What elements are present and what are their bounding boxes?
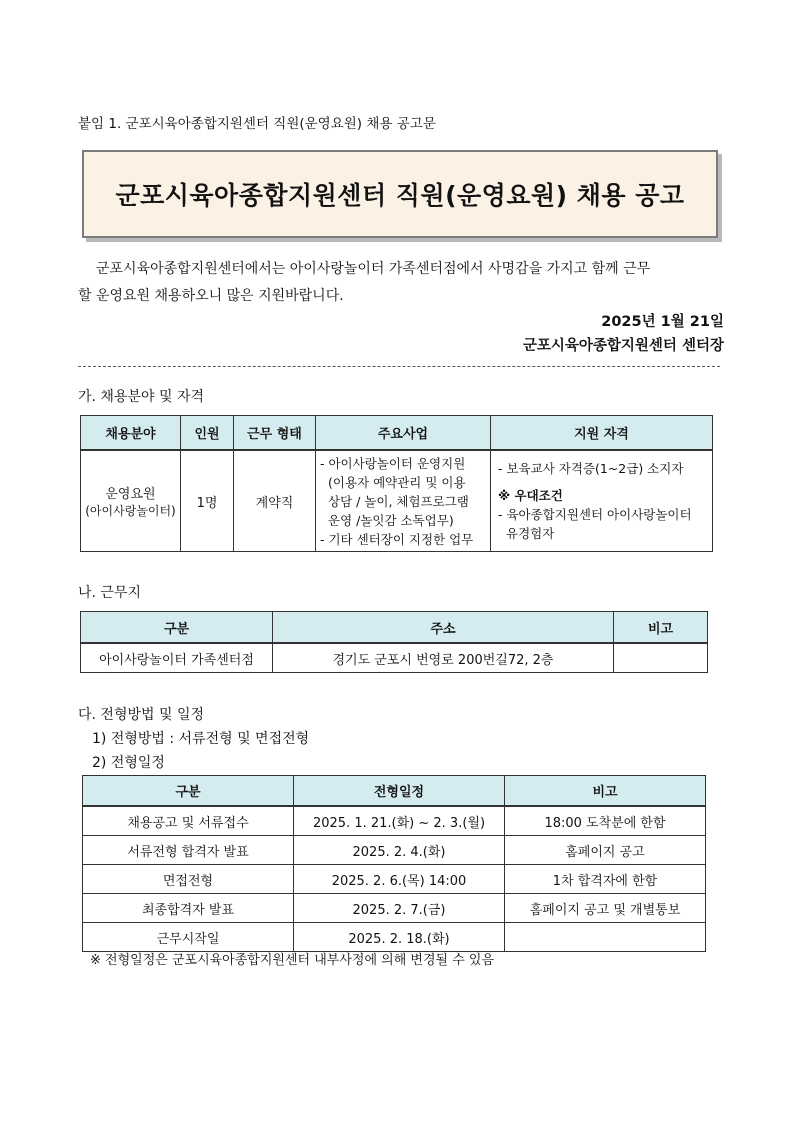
workplace-address: 경기도 군포시 번영로 200번길72, 2층 [273, 643, 614, 673]
workplace-name: 아이사랑놀이터 가족센터점 [81, 643, 273, 673]
intro-line-1: 군포시육아종합지원센터에서는 아이사랑놀이터 가족센터점에서 사명감을 가지고 함께 근무 [96, 261, 651, 277]
preferred-line: - 육아종합지원센터 아이사랑놀이터 [498, 507, 692, 522]
duty-line: (이용자 예약관리 및 이용 [328, 474, 466, 490]
note-cell: 홈페이지 공고 [505, 836, 706, 865]
header-cell: 인원 [181, 416, 234, 451]
title-box [82, 150, 718, 238]
field-cell [81, 450, 181, 552]
stage-cell: 채용공고 및 서류접수 [83, 806, 294, 836]
table-header-row [81, 612, 708, 644]
qualification-cell [491, 450, 713, 552]
schedule-note: ※ 전형일정은 군포시육아종합지원센터 내부사정에 의해 변경될 수 있음 [90, 953, 495, 968]
announcement-date: 2025년 1월 21일 [601, 314, 724, 330]
section-c-heading: 다. 전형방법 및 일정 [78, 707, 204, 723]
section-a-heading: 가. 채용분야 및 자격 [78, 389, 204, 405]
issuer: 군포시육아종합지원센터 센터장 [522, 338, 724, 354]
table-row [83, 865, 706, 894]
table-row [83, 923, 706, 952]
date-cell: 2025. 1. 21.(화) ~ 2. 3.(월) [294, 806, 505, 836]
stage-cell: 면접전형 [83, 865, 294, 894]
table-row [83, 806, 706, 836]
note-cell [505, 923, 706, 952]
preferred-label: ※ 우대조건 [498, 488, 563, 503]
qualification-line: - 보육교사 자격증(1~2급) 소지자 [498, 461, 684, 476]
duties-cell [316, 450, 491, 552]
note-cell: 홈페이지 공고 및 개별통보 [505, 894, 706, 923]
intro-line-2: 할 운영요원 채용하오니 많은 지원바랍니다. [78, 288, 344, 304]
duty-line: - 아이사랑놀이터 운영지원 [320, 455, 466, 471]
header-cell: 주요사업 [316, 416, 491, 451]
schedule-label: 2) 전형일정 [92, 755, 165, 771]
header-cell: 주소 [273, 612, 614, 644]
field-name: 운영요원 [105, 487, 156, 502]
workplace-table [80, 611, 708, 673]
header-cell: 근무 형태 [234, 416, 316, 451]
dashed-divider [78, 366, 720, 367]
duty-line: 상담 / 놀이, 체험프로그램 [328, 493, 469, 509]
table-header-row [83, 776, 706, 807]
date-cell: 2025. 2. 6.(목) 14:00 [294, 865, 505, 894]
note-cell: 18:00 도착분에 한함 [505, 806, 706, 836]
stage-cell: 근무시작일 [83, 923, 294, 952]
header-cell: 비고 [614, 612, 708, 644]
workplace-note [614, 643, 708, 673]
header-cell: 전형일정 [294, 776, 505, 807]
stage-cell: 최종합격자 발표 [83, 894, 294, 923]
table-row [83, 836, 706, 865]
stage-cell: 서류전형 합격자 발표 [83, 836, 294, 865]
work-type-cell: 계약직 [234, 450, 316, 552]
date-cell: 2025. 2. 18.(화) [294, 923, 505, 952]
table-header-row [81, 416, 713, 451]
intro-paragraph [78, 256, 726, 310]
field-sub: (아이사랑놀이터) [85, 504, 176, 518]
header-cell: 비고 [505, 776, 706, 807]
section-b-heading: 나. 근무지 [78, 585, 141, 601]
table-row [81, 643, 708, 673]
schedule-table [82, 775, 706, 952]
selection-method: 1) 전형방법 : 서류전형 및 면접전형 [92, 731, 310, 747]
preferred-line: 유경험자 [506, 526, 555, 541]
header-cell: 구분 [81, 612, 273, 644]
headcount-cell: 1명 [181, 450, 234, 552]
note-cell: 1차 합격자에 한함 [505, 865, 706, 894]
recruitment-table [80, 415, 713, 552]
duty-line: - 기타 센터장이 지정한 업무 [320, 531, 474, 547]
page-title: 군포시육아종합지원센터 직원(운영요원) 채용 공고 [115, 181, 685, 210]
attachment-label: 붙임 1. 군포시육아종합지원센터 직원(운영요원) 채용 공고문 [78, 116, 436, 132]
table-row [83, 894, 706, 923]
header-cell: 지원 자격 [491, 416, 713, 451]
date-cell: 2025. 2. 7.(금) [294, 894, 505, 923]
header-cell: 채용분야 [81, 416, 181, 451]
date-cell: 2025. 2. 4.(화) [294, 836, 505, 865]
duty-line: 운영 /놀잇감 소독업무) [328, 512, 454, 528]
table-row [81, 450, 713, 552]
header-cell: 구분 [83, 776, 294, 807]
